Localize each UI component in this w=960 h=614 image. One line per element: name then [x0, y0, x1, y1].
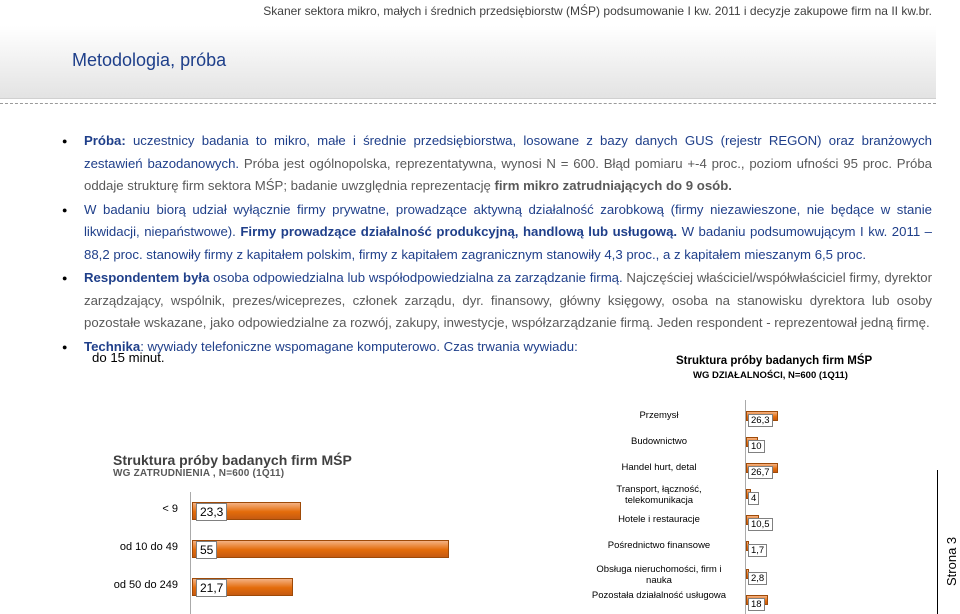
chart-category-label: Pozostała działalność usługowa: [591, 590, 727, 601]
bullet-text: W badaniu podsumowującym I kw. 2011 – 88,2 proc. stanowiły firmy z kapitałem polskim, firmy z kapitałem zagranicznym stanowiły 4,3 proc., a z kapitałem mieszanym 6,5 proc.: [84, 224, 933, 262]
bullet-text: osoba odpowiedzialna lub współodpowiedzialna za zarządzanie firmą.: [209, 270, 627, 285]
bullet-firms: [60, 199, 932, 267]
chart-data-label: 55: [196, 541, 217, 559]
divider: [0, 103, 936, 104]
bullet-tail: do 15 minut.: [92, 350, 165, 365]
chart-data-label: 10,5: [748, 518, 773, 531]
chart-data-label: 4: [748, 492, 759, 505]
chart-category-label: od 10 do 49: [119, 541, 178, 553]
bullet-sample: [60, 130, 932, 198]
bullet-bold: Respondentem: [84, 270, 180, 285]
chart-category-label: Obsługa nieruchomości, firm i nauka: [596, 564, 722, 586]
chart-category-label: Przemysł: [639, 410, 679, 421]
chart-category-label: Handel hurt, detal: [621, 462, 697, 473]
chart-category-label: Budownictwo: [631, 436, 687, 447]
chart-data-label: 1,7: [748, 544, 767, 557]
bullet-bold: była: [183, 270, 210, 285]
chart-data-label: 2,8: [748, 572, 767, 585]
page-number: Strona 3: [944, 536, 959, 586]
bullet-text: : wywiady telefoniczne wspomagane komputerowo. Czas trwania wywiadu:: [140, 338, 578, 354]
left-chart-heading: [113, 452, 352, 479]
chart-data-label: 26,3: [748, 414, 773, 427]
chart-data-label: 10: [748, 440, 765, 453]
bullet-label: Próba:: [84, 133, 126, 148]
bullet-text: uczestnicy badania to mikro, małe i średnie przedsiębiorstwa, losowane z bazy danych GUS (rejestr REGON) oraz branżowych zestawień bazodanowych.: [84, 133, 932, 171]
chart-category-label: od 50 do 249: [113, 579, 178, 591]
bullet-text: Próba jest ogólnopolska, reprezentatywna, wynosi N = 600. Błąd pomiaru +-4 proc., poziom ufności 95 proc. Próba oddaje strukturę firm sektora MŚP; badanie uwzględnia reprezentację: [84, 155, 933, 193]
bullet-bold: firm mikro zatrudniających do 9 osób.: [494, 178, 732, 193]
left-chart-title: Struktura próby badanych firm MŚP: [113, 452, 352, 468]
chart-category-label: < 9: [162, 503, 178, 515]
page-number-rule: [937, 470, 938, 614]
chart-category-label: Transport, łączność, telekomunikacja: [616, 484, 702, 506]
methodology-list: [60, 130, 932, 359]
chart-category-label: Hotele i restauracje: [618, 514, 700, 525]
left-chart: [110, 490, 450, 614]
chart-data-label: 26,7: [748, 466, 773, 479]
bullet-respondent: [60, 267, 932, 335]
chart-data-label: 23,3: [196, 503, 227, 521]
running-header: Skaner sektora mikro, małych i średnich przedsiębiorstw (MŚP) podsumowanie I kw. 2011 i decyzje zakupowe firm na II kw.br.: [263, 4, 932, 18]
right-chart: [590, 398, 890, 614]
bullet-text: W badaniu biorą udział wyłącznie firmy prywatne, prowadzące aktywną działalność zarobkową (firmy niezawieszone, nie będące w stanie likwidacji, niepaństwowe).: [84, 201, 932, 239]
chart-bar: [192, 540, 449, 558]
chart-data-label: 21,7: [196, 579, 227, 597]
right-chart-subtitle: WG DZIAŁALNOŚCI, N=600 (1Q11): [693, 370, 848, 381]
page-title: Metodologia, próba: [72, 50, 227, 70]
bullet-label: Technika: [84, 338, 141, 354]
left-chart-subtitle: WG ZATRUDNIENIA , N=600 (1Q11): [113, 468, 285, 479]
right-chart-title: Struktura próby badanych firm MŚP: [676, 355, 873, 367]
chart-category-label: Pośrednictwo finansowe: [607, 540, 711, 551]
bullet-bold: Firmy prowadzące działalność produkcyjną, handlową lub usługową.: [240, 224, 678, 239]
bullet-text: Najczęściej właściciel/współwłaściciel firmy, dyrektor zarządzający, wspólnik, prezes/wiceprezes, członek zarządu, dyr. finansowy, główny księgowy, osoba na stanowisku dyrektora lub osoby pozostałe wskazane, jako odpowiedzialne za rozwój, zakupy, inwestycje, współzarządzanie firmą. Jeden respondent - reprezentował jedną firmę.: [84, 270, 932, 330]
chart-data-label: 18: [748, 598, 765, 611]
